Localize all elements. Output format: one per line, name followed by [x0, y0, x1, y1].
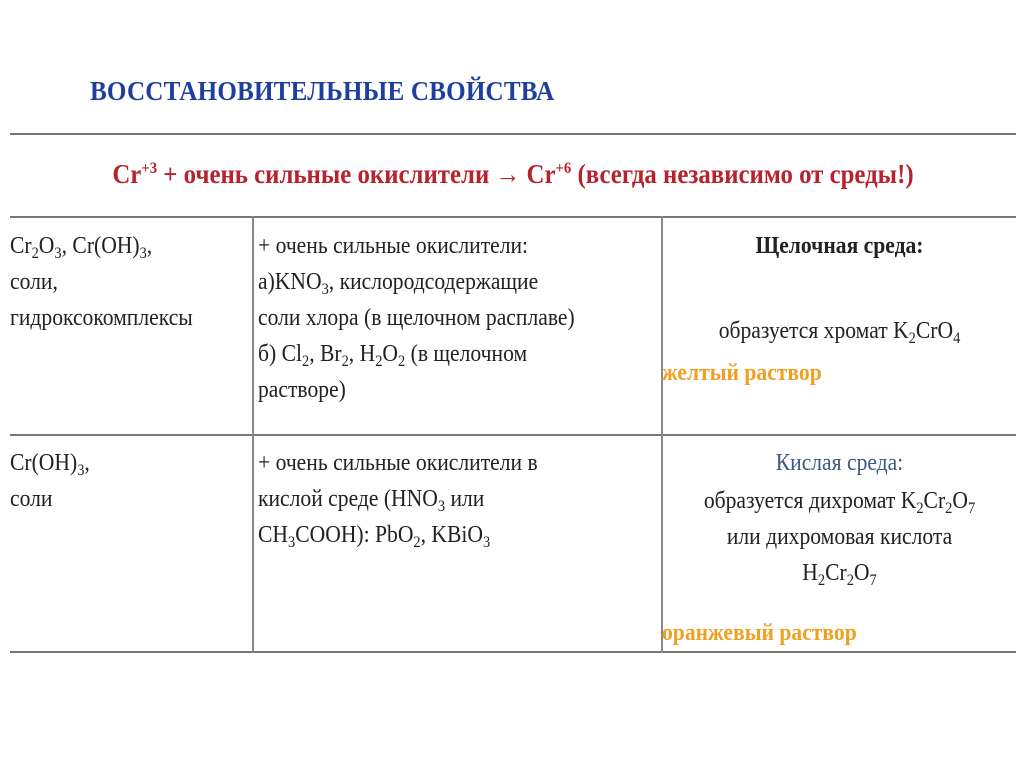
- alkaline-medium-heading: Щелочная среда:: [755, 233, 924, 259]
- table-border-bottom: [10, 651, 1016, 653]
- row1-reagents-line1: $Cr_2O_3$, $Cr(OH)_3$,: [10, 233, 153, 262]
- row1-oxidizers-line4: б) $Cl_2$, $Br_2$, $H_2O_2$ (в щелочном: [258, 341, 528, 370]
- slide-title: ВОССТАНОВИТЕЛЬНЫЕ СВОЙСТВА: [90, 76, 555, 106]
- row2-oxidizers-line1: + очень сильные окислители в: [258, 450, 538, 476]
- column-divider-2: [661, 216, 663, 653]
- row2-oxidizers-line2: кислой среде ($HNO_3$ или: [258, 486, 485, 515]
- header-formula: $Cr^{+3}$ + очень сильные окислители → $Cr^{+6}$ (всегда независимо от среды!): [112, 159, 914, 189]
- table-divider-row: [10, 434, 1016, 436]
- row1-oxidizers-line1: + очень сильные окислители:: [258, 233, 529, 259]
- row1-reagents-line2: соли,: [10, 269, 58, 295]
- yellow-solution-note: желтый раствор: [662, 360, 822, 386]
- column-divider-1: [252, 216, 254, 653]
- row1-oxidizers-line2: $а)KNO_3$, кислородсодержащие: [258, 269, 539, 298]
- row2-oxidizers-cell: [258, 445, 538, 553]
- row1-oxidizers-line5: растворе): [258, 377, 346, 403]
- row1-oxidizers-line3: соли хлора (в щелочном расплаве): [258, 305, 575, 331]
- dichromate-line3: $H_2Cr_2O_7$: [802, 560, 877, 589]
- row2-reagents-cell: [10, 445, 90, 517]
- table-border-top: [10, 133, 1016, 135]
- dichromate-product: [681, 483, 999, 591]
- dichromate-line1: образуется дихромат $K_2Cr_2O_7$: [703, 488, 976, 517]
- row1-oxidizers-cell: [258, 228, 575, 408]
- chromate-product: образуется хромат $K_2CrO_4$: [718, 318, 961, 347]
- orange-solution-note: оранжевый раствор: [662, 620, 857, 646]
- row1-reagents-line3: гидроксокомплексы: [10, 305, 193, 331]
- row2-oxidizers-line3: $CH_3COOH$): PbO$_2$, KBiO$_3$: [258, 522, 491, 551]
- dichromate-line2: или дихромовая кислота: [726, 524, 953, 550]
- row2-reagents-line1: $Cr(OH)_3$,: [10, 450, 90, 479]
- acidic-medium-heading: Кислая среда:: [775, 450, 904, 476]
- properties-table: [10, 133, 1016, 653]
- table-divider-header: [10, 216, 1016, 218]
- row1-reagents-cell: [10, 228, 193, 336]
- row2-reagents-line2: соли: [10, 486, 53, 512]
